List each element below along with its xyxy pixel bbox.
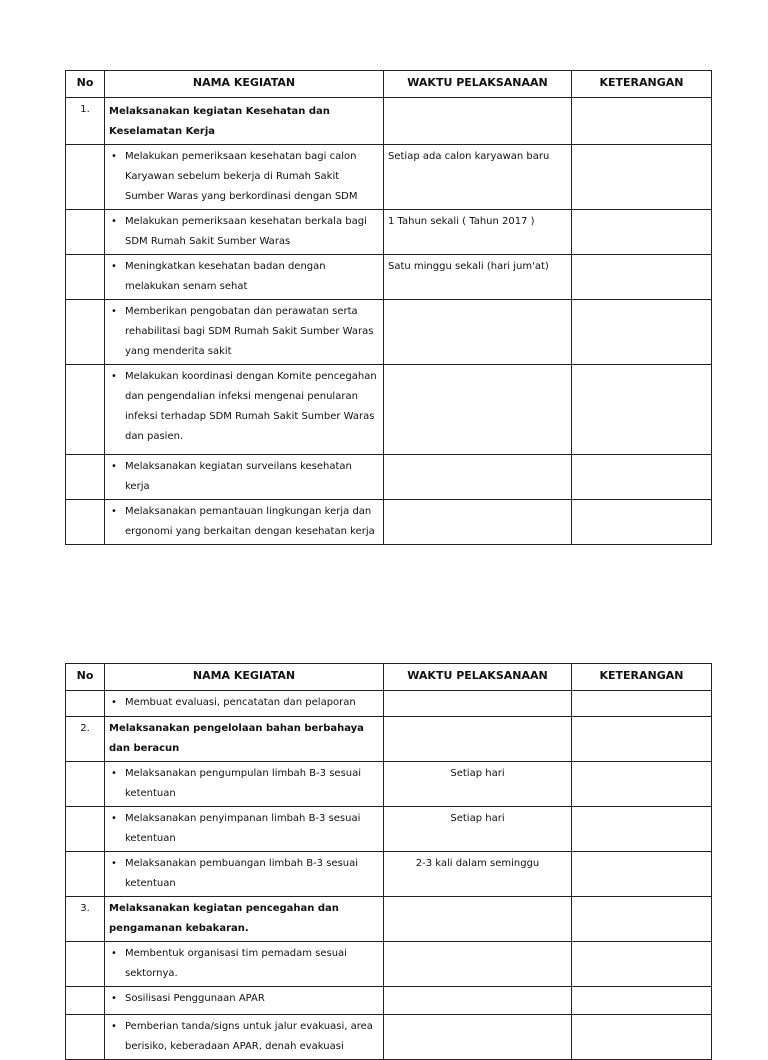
keterangan-cell [572, 455, 712, 500]
kegiatan-cell [105, 300, 384, 365]
kegiatan-cell [105, 762, 384, 807]
no-cell [66, 300, 105, 365]
no-cell [66, 500, 105, 545]
keterangan-cell [572, 807, 712, 852]
waktu-cell [384, 365, 572, 455]
waktu-cell [384, 987, 572, 1015]
waktu-cell [384, 455, 572, 500]
table-row [66, 255, 712, 300]
no-cell [66, 210, 105, 255]
keterangan-cell [572, 1015, 712, 1060]
table-row [66, 762, 712, 807]
keterangan-cell [572, 98, 712, 145]
kegiatan-text: Memberikan pengobatan dan perawatan serta rehabilitasi bagi SDM Rumah Sakit Sumber Waras yang menderita sakit [125, 306, 374, 357]
section-row [66, 98, 712, 145]
kegiatan-cell [105, 691, 384, 717]
kegiatan-text: Melakukan pemeriksaan kesehatan berkala bagi SDM Rumah Sakit Sumber Waras [125, 216, 367, 247]
no-cell [66, 455, 105, 500]
no-cell [66, 145, 105, 210]
keterangan-cell [572, 717, 712, 762]
bullet-icon: • [111, 993, 117, 1004]
waktu-cell [384, 897, 572, 942]
bullet-icon: • [111, 216, 117, 227]
kegiatan-cell [105, 500, 384, 545]
waktu-cell [384, 500, 572, 545]
kegiatan-text: Melaksanakan pengumpulan limbah B-3 sesuai ketentuan [125, 768, 362, 799]
waktu-cell: Setiap hari [384, 762, 572, 807]
table-row [66, 942, 712, 987]
header-waktu-pelaksanaan: WAKTU PELAKSANAAN [384, 71, 572, 98]
header-no: No [66, 664, 105, 691]
table-row [66, 807, 712, 852]
header-no: No [66, 71, 105, 98]
waktu-cell: Setiap hari [384, 807, 572, 852]
kegiatan-cell [105, 365, 384, 455]
waktu-cell [384, 1015, 572, 1060]
section-row [66, 897, 712, 942]
kegiatan-text: Melaksanakan pembuangan limbah B-3 sesuai ketentuan [125, 858, 359, 889]
waktu-cell: 1 Tahun sekali ( Tahun 2017 ) [384, 210, 572, 255]
section-title: Melaksanakan kegiatan Kesehatan dan Keselamatan Kerja [105, 98, 384, 145]
keterangan-cell [572, 500, 712, 545]
table-header-row [66, 71, 712, 98]
keterangan-cell [572, 897, 712, 942]
kegiatan-text: Melaksanakan pemantauan lingkungan kerja dan ergonomi yang berkaitan dengan kesehatan kerja [125, 506, 375, 537]
bullet-icon: • [111, 697, 117, 708]
kegiatan-text: Melakukan koordinasi dengan Komite pencegahan dan pengendalian infeksi mengenai penularan infeksi terhadap SDM Rumah Sakit Sumber Waras dan pasien. [125, 371, 377, 442]
kegiatan-text: Sosilisasi Penggunaan APAR [125, 993, 265, 1004]
kegiatan-cell [105, 1015, 384, 1060]
header-keterangan: KETERANGAN [572, 664, 712, 691]
no-cell [66, 365, 105, 455]
header-waktu-pelaksanaan: WAKTU PELAKSANAAN [384, 664, 572, 691]
activity-table-1 [65, 70, 712, 545]
header-nama-kegiatan: NAMA KEGIATAN [105, 664, 384, 691]
bullet-icon: • [111, 948, 117, 959]
kegiatan-text: Membentuk organisasi tim pemadam sesuai sektornya. [125, 948, 347, 979]
no-cell [66, 255, 105, 300]
kegiatan-cell [105, 210, 384, 255]
bullet-icon: • [111, 858, 117, 869]
keterangan-cell [572, 145, 712, 210]
kegiatan-cell [105, 942, 384, 987]
kegiatan-cell [105, 145, 384, 210]
kegiatan-cell [105, 807, 384, 852]
table-row [66, 455, 712, 500]
kegiatan-text: Melaksanakan kegiatan surveilans kesehatan kerja [125, 461, 352, 492]
no-cell [66, 987, 105, 1015]
keterangan-cell [572, 210, 712, 255]
no-cell [66, 852, 105, 897]
waktu-cell: Satu minggu sekali (hari jum'at) [384, 255, 572, 300]
header-nama-kegiatan: NAMA KEGIATAN [105, 71, 384, 98]
keterangan-cell [572, 852, 712, 897]
table-row [66, 1015, 712, 1060]
section-row [66, 717, 712, 762]
table-row [66, 691, 712, 717]
no-cell [66, 762, 105, 807]
keterangan-cell [572, 255, 712, 300]
waktu-cell: 2-3 kali dalam seminggu [384, 852, 572, 897]
waktu-cell [384, 942, 572, 987]
kegiatan-cell [105, 852, 384, 897]
table-row [66, 145, 712, 210]
bullet-icon: • [111, 813, 117, 824]
no-cell [66, 942, 105, 987]
table-row [66, 365, 712, 455]
keterangan-cell [572, 987, 712, 1015]
waktu-cell: Setiap ada calon karyawan baru [384, 145, 572, 210]
activity-table-2 [65, 663, 712, 1060]
kegiatan-text: Melakukan pemeriksaan kesehatan bagi calon Karyawan sebelum bekerja di Rumah Sakit Sumber Waras yang berkordinasi dengan SDM [125, 151, 358, 202]
header-keterangan: KETERANGAN [572, 71, 712, 98]
table-row [66, 500, 712, 545]
bullet-icon: • [111, 461, 117, 472]
table-row [66, 210, 712, 255]
section-number: 2. [66, 717, 105, 762]
table-header-row [66, 664, 712, 691]
kegiatan-cell [105, 255, 384, 300]
waktu-cell [384, 300, 572, 365]
kegiatan-text: Meningkatkan kesehatan badan dengan melakukan senam sehat [125, 261, 326, 292]
waktu-cell [384, 98, 572, 145]
section-number: 3. [66, 897, 105, 942]
kegiatan-cell [105, 455, 384, 500]
waktu-cell [384, 717, 572, 762]
table-row [66, 852, 712, 897]
kegiatan-text: Membuat evaluasi, pencatatan dan pelaporan [125, 697, 356, 708]
no-cell [66, 807, 105, 852]
keterangan-cell [572, 691, 712, 717]
no-cell [66, 691, 105, 717]
bullet-icon: • [111, 151, 117, 162]
kegiatan-text: Melaksanakan penyimpanan limbah B-3 sesuai ketentuan [125, 813, 361, 844]
bullet-icon: • [111, 261, 117, 272]
waktu-cell [384, 691, 572, 717]
keterangan-cell [572, 762, 712, 807]
bullet-icon: • [111, 1021, 117, 1032]
keterangan-cell [572, 300, 712, 365]
keterangan-cell [572, 365, 712, 455]
section-title: Melaksanakan kegiatan pencegahan dan pengamanan kebakaran. [105, 897, 384, 942]
kegiatan-cell [105, 987, 384, 1015]
kegiatan-text: Pemberian tanda/signs untuk jalur evakuasi, area berisiko, keberadaan APAR, denah evakuasi [125, 1021, 373, 1052]
no-cell [66, 1015, 105, 1060]
table-row [66, 987, 712, 1015]
section-number: 1. [66, 98, 105, 145]
bullet-icon: • [111, 506, 117, 517]
bullet-icon: • [111, 371, 117, 382]
section-title: Melaksanakan pengelolaan bahan berbahaya dan beracun [105, 717, 384, 762]
keterangan-cell [572, 942, 712, 987]
bullet-icon: • [111, 306, 117, 317]
table-row [66, 300, 712, 365]
bullet-icon: • [111, 768, 117, 779]
